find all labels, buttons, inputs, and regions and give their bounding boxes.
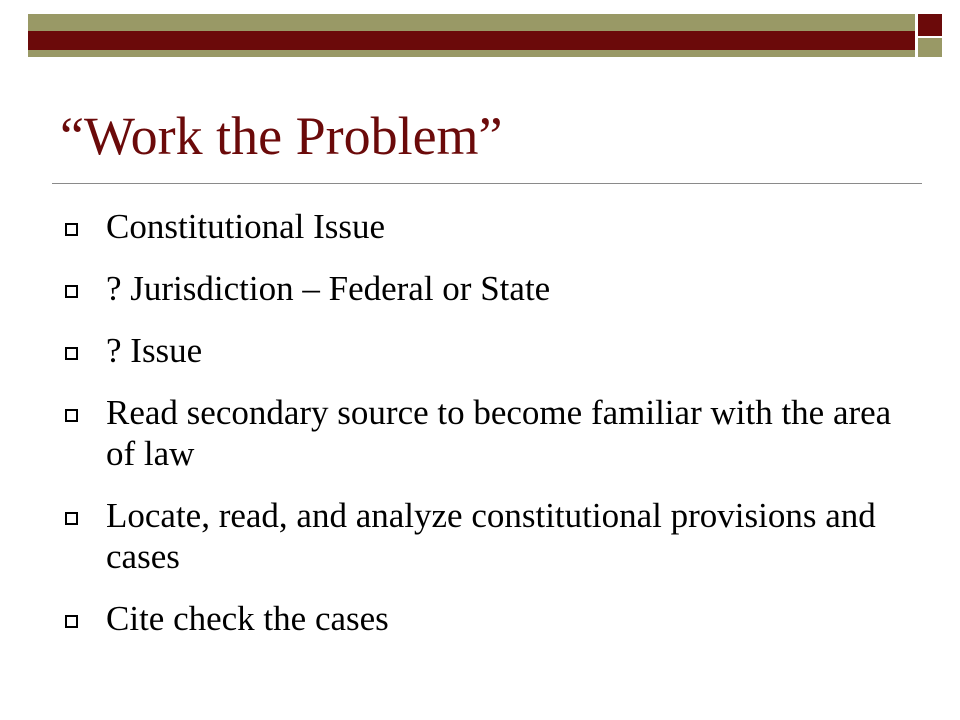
header-olive-stripe-bottom bbox=[28, 50, 915, 57]
title-divider bbox=[52, 183, 922, 184]
bullet-item bbox=[62, 392, 922, 474]
bullet-text: Cite check the cases bbox=[106, 599, 389, 638]
bullet-text: ? Issue bbox=[106, 331, 203, 370]
header-olive-stripe-top bbox=[28, 14, 915, 31]
bullet-text: Locate, read, and analyze constitutional provisions and cases bbox=[106, 496, 876, 576]
slide-title: “Work the Problem” bbox=[60, 106, 503, 166]
bullet-text: Constitutional Issue bbox=[106, 207, 386, 246]
header-olive-square bbox=[918, 38, 942, 57]
bullet-item bbox=[62, 330, 922, 371]
square-bullet-icon bbox=[65, 347, 78, 360]
bullet-item bbox=[62, 206, 922, 247]
bullet-item bbox=[62, 268, 922, 309]
bullet-text: Read secondary source to become familiar with the area of law bbox=[106, 393, 892, 473]
square-bullet-icon bbox=[65, 512, 78, 525]
bullet-item bbox=[62, 598, 922, 639]
square-bullet-icon bbox=[65, 409, 78, 422]
header-maroon-stripe bbox=[28, 31, 915, 50]
bullet-text: ? Jurisdiction – Federal or State bbox=[106, 269, 551, 308]
square-bullet-icon bbox=[65, 615, 78, 628]
decorative-header-bar bbox=[0, 0, 960, 64]
bullet-item bbox=[62, 495, 922, 577]
header-maroon-square bbox=[918, 14, 942, 36]
bullet-list bbox=[62, 206, 922, 660]
square-bullet-icon bbox=[65, 285, 78, 298]
square-bullet-icon bbox=[65, 223, 78, 236]
